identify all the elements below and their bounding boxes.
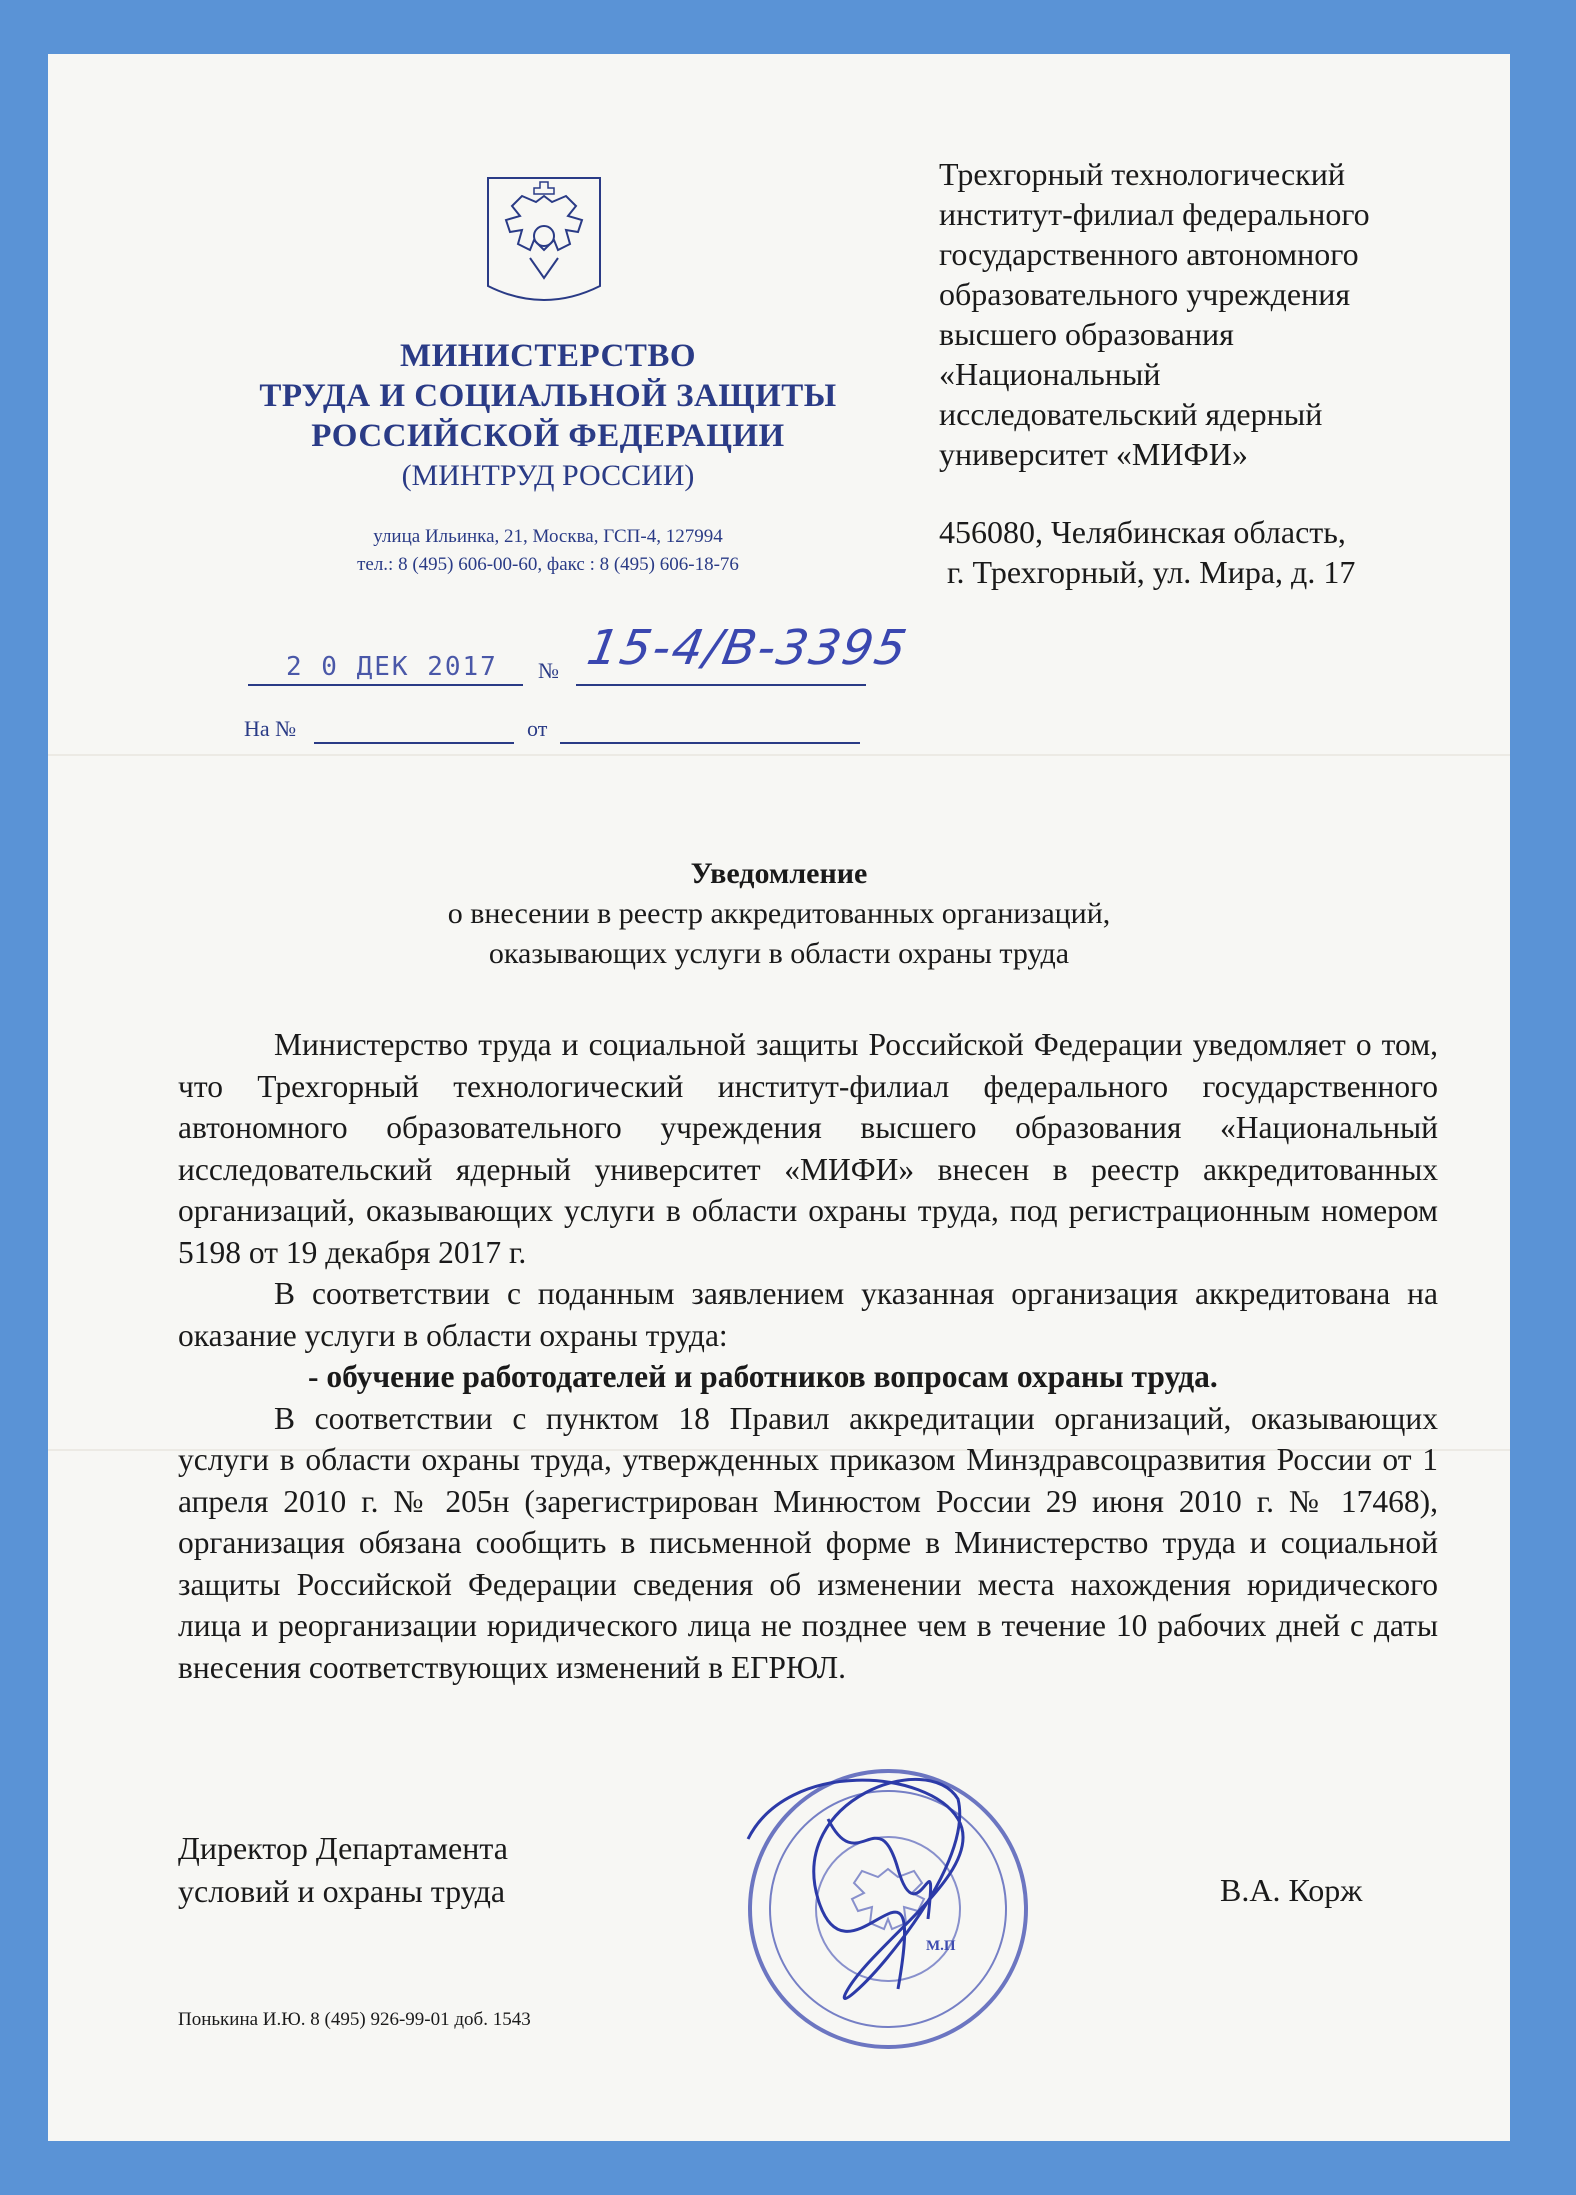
coat-of-arms-icon <box>484 174 604 306</box>
recipient-line: исследовательский ядерный <box>939 396 1323 432</box>
date-stamp: 2 0 ДЕК 2017 <box>286 652 498 682</box>
recipient-block <box>939 154 1499 474</box>
recipient-address <box>939 512 1499 592</box>
reference-date-underline <box>560 742 860 744</box>
number-underline <box>576 684 866 686</box>
seal-mark-label: М.П <box>926 1938 956 1954</box>
body-paragraph: В соответствии с поданным заявлением указанная организация аккредитована на оказание услуги в области охраны труда: <box>178 1276 1438 1353</box>
signatory-position <box>178 1827 508 1913</box>
registration-line <box>248 620 1068 690</box>
date-underline <box>248 684 523 686</box>
reference-line <box>244 712 944 752</box>
letter-sheet <box>48 54 1510 2141</box>
position-line: условий и охраны труда <box>178 1873 506 1909</box>
official-seal-stamp <box>728 1759 1048 2059</box>
title-main: Уведомление <box>690 857 868 890</box>
position-line: Директор Департамента <box>178 1830 508 1866</box>
executor-contact: Понькина И.Ю. 8 (495) 926-99-01 доб. 1543 <box>178 2009 531 2030</box>
recipient-line: «Национальный <box>939 356 1161 392</box>
recipient-line: институт-филиал федерального <box>939 196 1370 232</box>
ministry-name-line: МИНИСТЕРСТВО <box>399 338 697 374</box>
ministry-name-line: РОССИЙСКОЙ ФЕДЕРАЦИИ <box>311 418 785 454</box>
body-paragraph: В соответствии с пунктом 18 Правил аккредитации организаций, оказывающих услуги в области охраны труда, утвержденных приказом Минздравсоцразвития России от 1 апреля 2010 г. № 205н (зарегистрирован Минюстом России 29 июня 2010 г. № 17468), организация обязана сообщить в письменной форме в Министерство труда и социальной защиты Российской Федерации сведения об изменении места нахождения юридического лица и реорганизации юридического лица не позднее чем в течение 10 рабочих дней с даты внесения соответствующих изменений в ЕГРЮЛ. <box>178 1400 1438 1685</box>
recipient-address-line: 456080, Челябинская область, <box>939 514 1346 550</box>
recipient-line: образовательного учреждения <box>939 276 1351 312</box>
ministry-contacts <box>223 523 873 579</box>
reference-underline <box>314 742 514 744</box>
body-paragraph: Министерство труда и социальной защиты Российской Федерации уведомляет о том, что Трехгорный технологический институт-филиал федерального государственного автономного образовательного учреждения высшего образования «Национальный исследовательский ядерный университет «МИФИ» внесен в реестр аккредитованных организаций, оказывающих услуги в области охраны труда, под регистрационным номером 5198 от 19 декабря 2017 г. <box>178 1027 1438 1270</box>
handwritten-number: 15-4/В-3395 <box>583 620 913 676</box>
recipient-line: высшего образования <box>939 316 1234 352</box>
signatory-name: В.А. Корж <box>1220 1872 1363 1908</box>
reference-date-label: от <box>527 716 548 741</box>
recipient-line: Трехгорный технологический <box>939 156 1345 192</box>
ministry-phones: тел.: 8 (495) 606-00-60, факс : 8 (495) 606-18-76 <box>357 554 739 575</box>
service-item: - обучение работодателей и работников вопросам охраны труда. <box>308 1359 1218 1394</box>
document-title <box>48 854 1510 974</box>
ministry-short-name: (МИНТРУД РОССИИ) <box>401 459 695 492</box>
recipient-line: университет «МИФИ» <box>939 436 1248 472</box>
title-subtitle: оказывающих услуги в области охраны труда <box>488 937 1070 970</box>
number-label: № <box>538 658 559 683</box>
reference-number-label: На № <box>244 716 297 741</box>
title-subtitle: о внесении в реестр аккредитованных организаций, <box>447 897 1111 930</box>
ministry-header <box>223 336 873 496</box>
document-body <box>178 1024 1438 1688</box>
recipient-line: государственного автономного <box>939 236 1359 272</box>
recipient-address-line: г. Трехгорный, ул. Мира, д. 17 <box>939 554 1356 590</box>
paper-fold <box>48 754 1510 756</box>
ministry-address: улица Ильинка, 21, Москва, ГСП-4, 127994 <box>373 526 723 547</box>
ministry-name-line: ТРУДА И СОЦИАЛЬНОЙ ЗАЩИТЫ <box>259 378 837 414</box>
